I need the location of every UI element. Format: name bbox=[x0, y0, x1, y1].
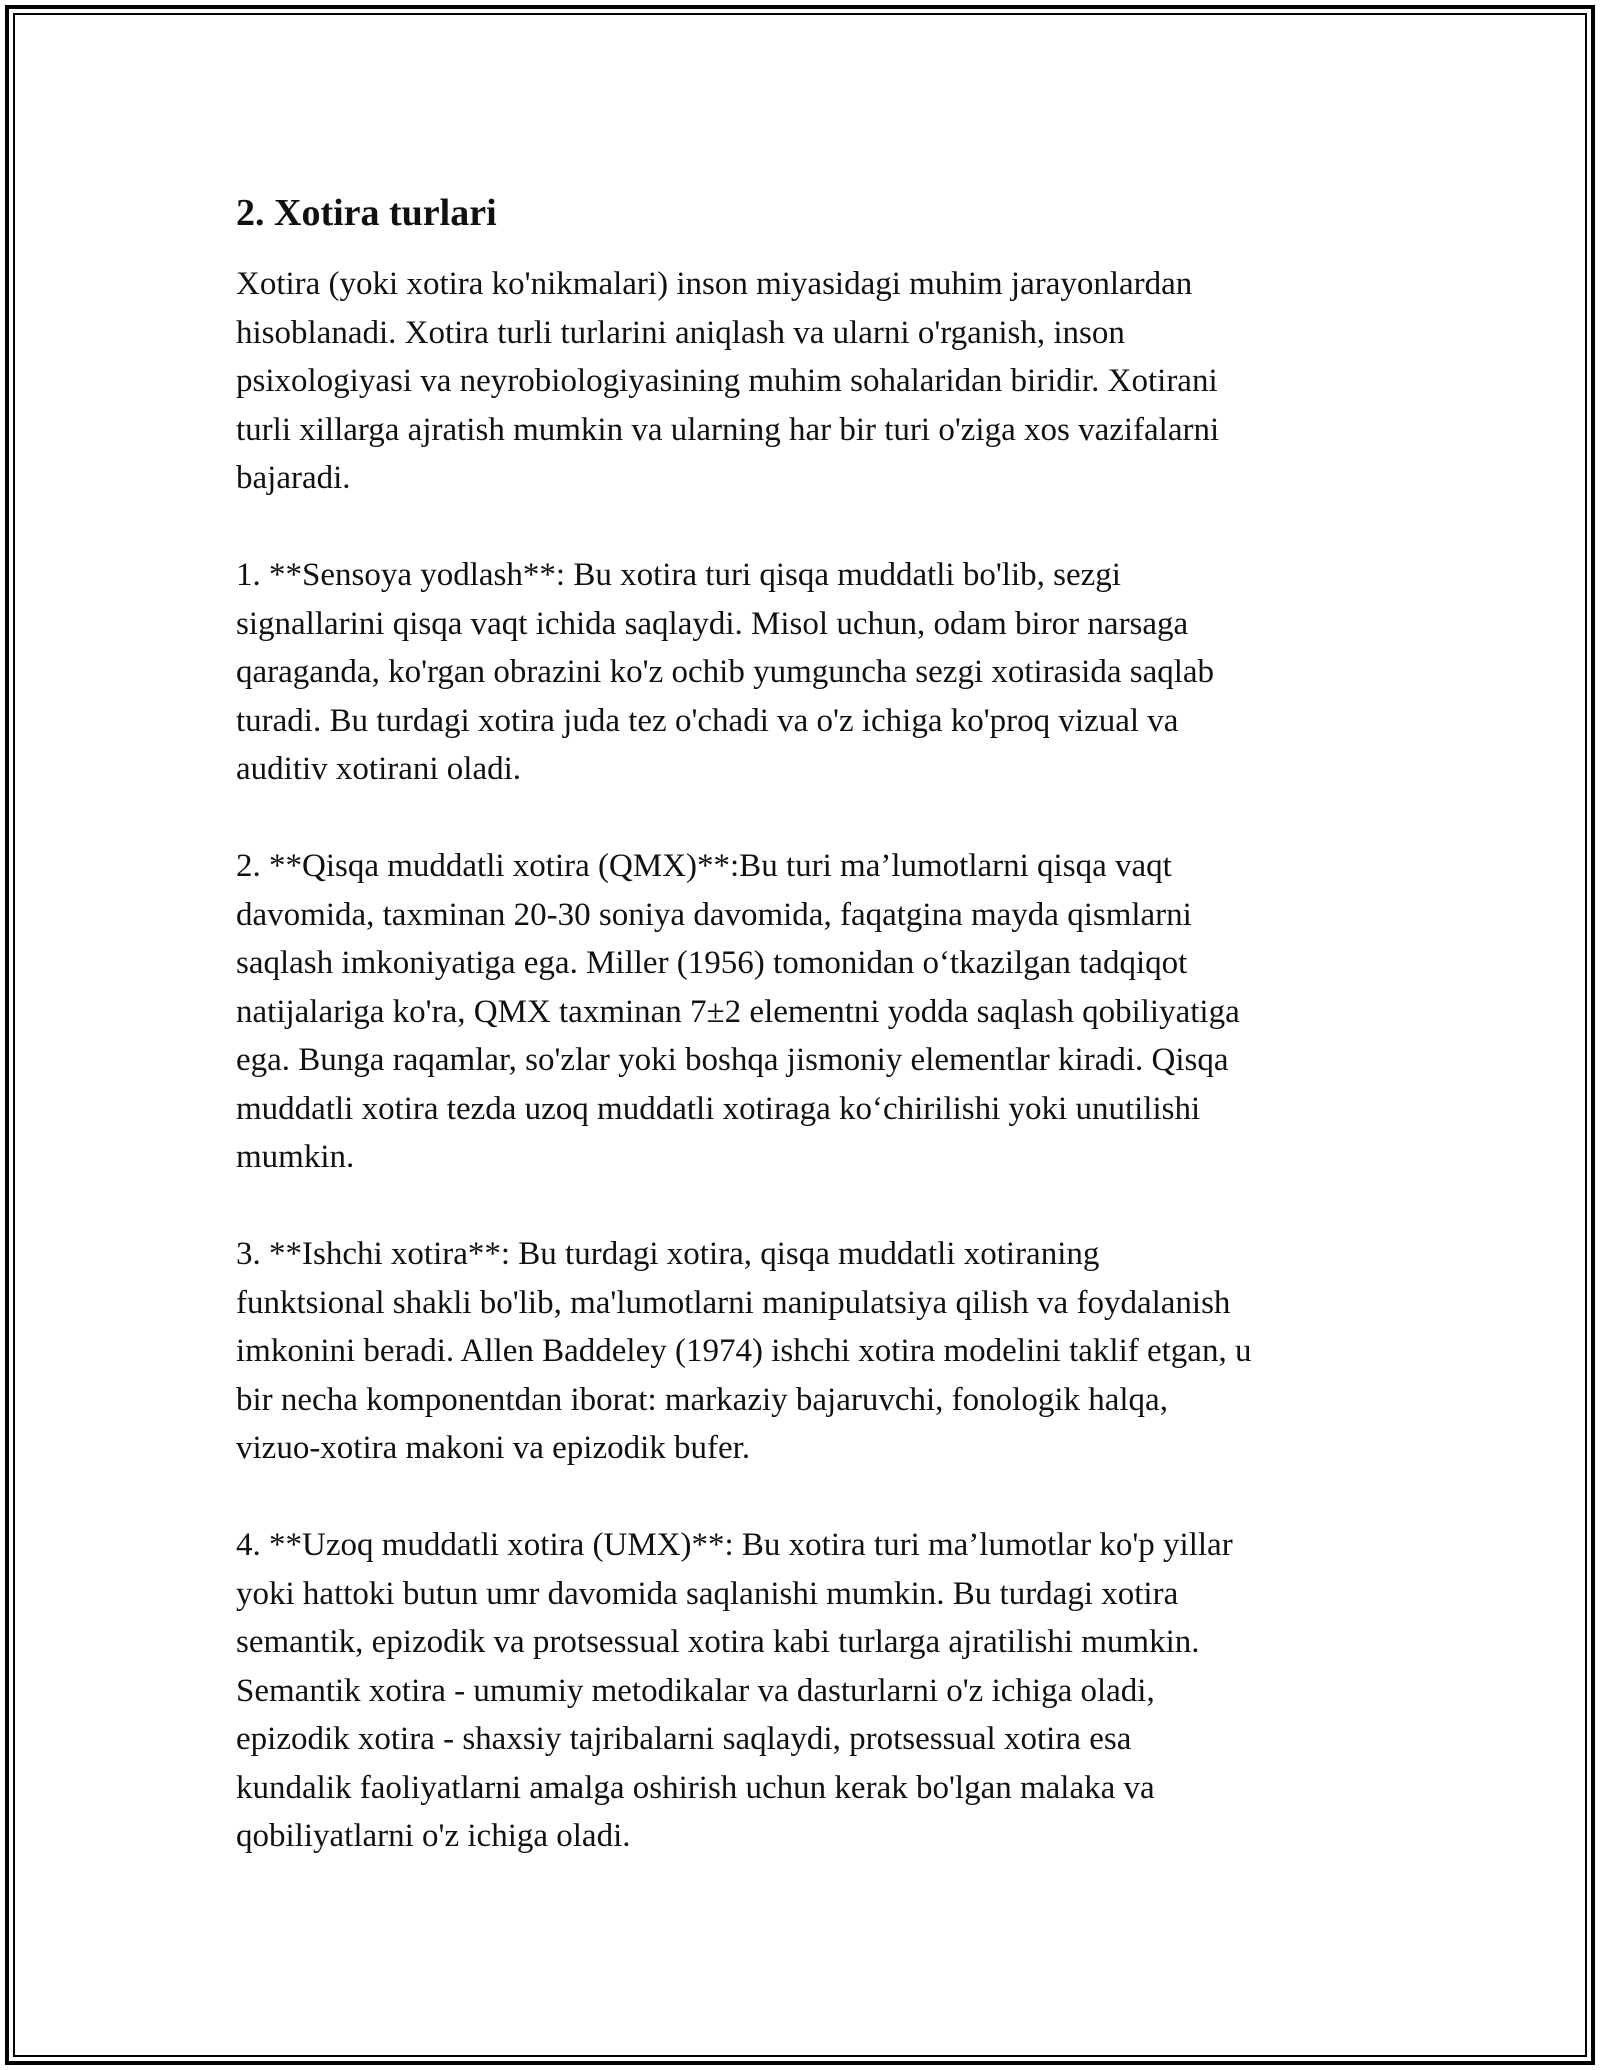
document-body bbox=[236, 188, 1376, 1909]
sensory-memory-paragraph: 1. **Sensoya yodlash**: Bu xotira turi qisqa muddatli bo'lib, sezgi signallarini qisqa vaqt ichida saqlaydi. Misol uchun, odam biror narsaga qaraganda, ko'rgan obrazini ko'z ochib yumguncha sezgi xotirasida saqlab turadi. Bu turdagi xotira juda tez o'chadi va o'z ichiga ko'proq vizual va auditiv xotirani oladi. bbox=[236, 557, 1215, 787]
section-heading: 2. Xotira turlari bbox=[236, 192, 497, 234]
intro-paragraph: Xotira (yoki xotira ko'nikmalari) inson miyasidagi muhim jarayonlardan hisoblanadi. Xotira turli turlarini aniqlash va ularni o'rganish, inson psixologiyasi va neyrobiologiyasining muhim sohalaridan biridir. Xotirani turli xillarga ajratish mumkin va ularning har bir turi o'ziga xos vazifalarni bajaradi. bbox=[236, 266, 1220, 496]
long-term-memory-paragraph: 4. **Uzoq muddatli xotira (UMX)**: Bu xotira turi ma’lumotlar ko'p yillar yoki hattoki butun umr davomida saqlanishi mumkin. Bu turdagi xotira semantik, epizodik va protsessual xotira kabi turlarga ajratilishi mumkin. Semantik xotira - umumiy metodikalar va dasturlarni o'z ichiga oladi, epizodik xotira - shaxsiy tajribalarni saqlaydi, protsessual xotira esa kundalik faoliyatlarni amalga oshirish uchun kerak bo'lgan malaka va qobiliyatlarni o'z ichiga oladi. bbox=[236, 1527, 1233, 1854]
working-memory-paragraph: 3. **Ishchi xotira**: Bu turdagi xotira, qisqa muddatli xotiraning funktsional shakli bo'lib, ma'lumotlarni manipulatsiya qilish va foydalanish imkonini beradi. Allen Baddeley (1974) ishchi xotira modelini taklif etgan, u bir necha komponentdan iborat: markaziy bajaruvchi, fonologik halqa, vizuo-xotira makoni va epizodik bufer. bbox=[236, 1236, 1252, 1466]
short-term-memory-paragraph: 2. **Qisqa muddatli xotira (QMX)**:Bu turi ma’lumotlarni qisqa vaqt davomida, taxminan 20-30 soniya davomida, faqatgina mayda qismlarni saqlash imkoniyatiga ega. Miller (1956) tomonidan o‘tkazilgan tadqiqot natijalariga ko'ra, QMX taxminan 7±2 elementni yodda saqlash qobiliyatiga ega. Bunga raqamlar, so'zlar yoki boshqa jismoniy elementlar kiradi. Qisqa muddatli xotira tezda uzoq muddatli xotiraga ko‘chirilishi yoki unutilishi mumkin. bbox=[236, 848, 1240, 1175]
